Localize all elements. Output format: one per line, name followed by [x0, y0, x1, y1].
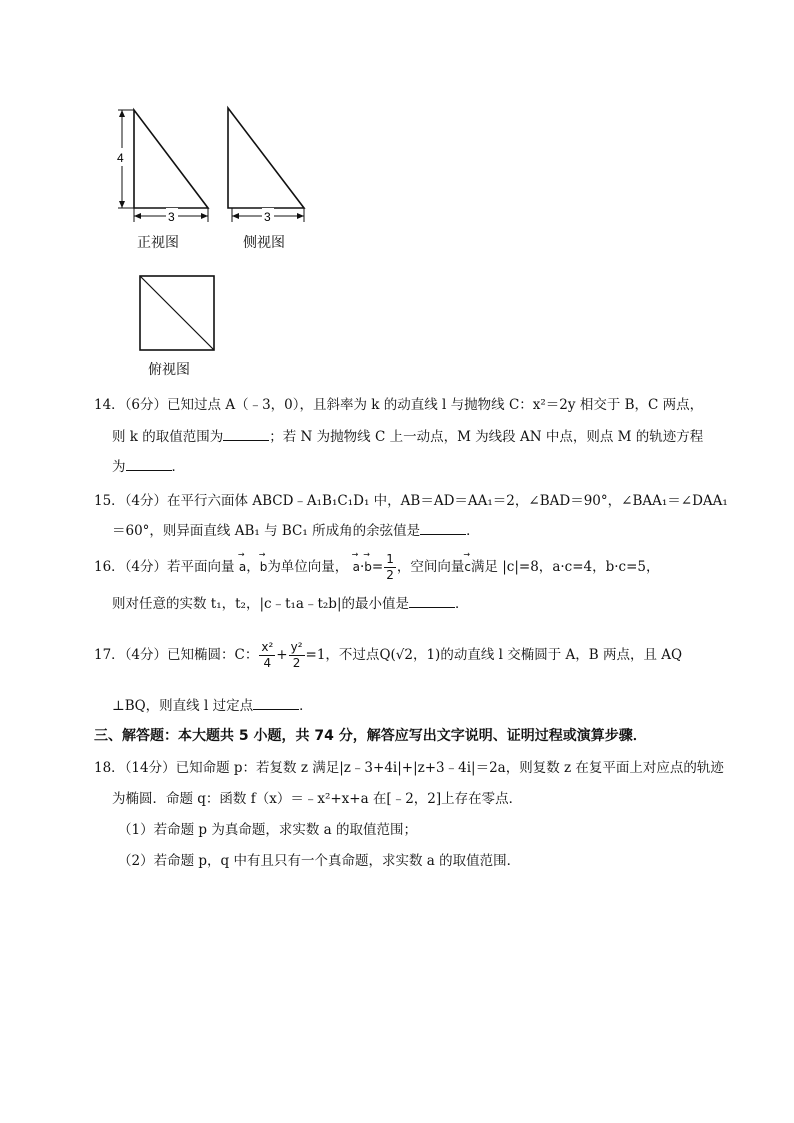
q18-sub2-text: （2）若命题 p，q 中有且只有一个真命题，求实数 a 的取值范围． [118, 853, 521, 869]
q17-fraction-x: $\frac{\text{x²}}{4}$ [261, 640, 274, 670]
side-width-label: 3 [264, 210, 271, 224]
q17-text2b: ． [299, 698, 313, 714]
q16-text2a: 则对任意的实数 t₁，t₂， [112, 596, 260, 612]
q16-text1d: 满足 [470, 559, 498, 575]
front-view-caption: 正视图 [137, 235, 179, 251]
vector-b: → b [260, 560, 268, 574]
q17-fraction-y: $\frac{\text{y²}}{2}$ [290, 640, 303, 670]
q17-eq: =1，不过点 [305, 647, 380, 663]
q16-expression: |c﹣t₁a﹣t₂b| [259, 596, 342, 612]
front-width-label: 3 [168, 210, 175, 224]
side-view-figure [222, 104, 322, 224]
q14-blank1[interactable] [223, 428, 269, 441]
front-view-figure [112, 104, 222, 224]
q17-plus: + [276, 647, 288, 663]
q16-number: 16． [94, 559, 125, 575]
q14-number: 14． [94, 397, 125, 413]
q15-line1 [94, 489, 728, 509]
q14-line1 [94, 393, 703, 413]
q17-line1 [94, 640, 682, 671]
q14-line3 [112, 455, 185, 475]
q15-text2b: ． [466, 523, 480, 539]
q15-number: 15． [94, 493, 125, 509]
q16-text1a: 若平面向量 [167, 559, 235, 575]
q18-line1 [94, 756, 724, 776]
q16-cond3: b·c=5， [605, 559, 660, 575]
q18-sub1 [118, 818, 417, 838]
q16-text1c: ，空间向量 [396, 559, 465, 575]
vector-a-dot: → a [353, 560, 360, 574]
top-view-caption: 俯视图 [148, 362, 190, 378]
q17-number: 17． [94, 647, 125, 663]
q16-text2c: ． [455, 596, 469, 612]
front-view-triangle [134, 110, 208, 208]
q18-sub1-text: （1）若命题 p 为真命题，求实数 a 的取值范围； [118, 822, 417, 838]
q14-text3b: ． [171, 459, 185, 475]
q16-line1: 16．（4分）若平面向量 → a，→ b为单位向量， → a·→ b= $\frac{1}{2}$ ，空间向量→ c满足 |c|=8，a·c=4，b·c=5， [94, 552, 660, 583]
q16-line2 [112, 592, 469, 612]
q16-text2b: 的最小值是 [341, 596, 409, 612]
q15-text2a: ＝60°，则异面直线 AB₁ 与 BC₁ 所成角的余弦值是 [112, 523, 421, 539]
q14-blank2[interactable] [126, 458, 172, 471]
q14-text1: 已知过点 A（﹣3，0），且斜率为 k 的动直线 l 与抛物线 C：x²＝2y 相交于 B，C 两点， [167, 397, 704, 413]
q15-text1: 在平行六面体 ABCD﹣A₁B₁C₁D₁ 中，AB＝AD＝AA₁＝2，∠BAD＝90°，∠BAA₁＝∠DAA₁ [167, 493, 728, 509]
vector-a: → a [239, 560, 246, 574]
q14-line2 [112, 425, 703, 445]
top-view-figure [136, 272, 220, 356]
q18-sub2 [118, 849, 520, 869]
q16-score: （4分） [124, 559, 168, 575]
q14-text2b: ；若 N 为抛物线 C 上一动点，M 为线段 AN 中点，则点 M 的轨迹方程 [269, 429, 704, 445]
q16-fraction: $\frac{1}{2}$ [386, 552, 394, 582]
q18-number: 18． [94, 760, 125, 776]
q17-text1a: 已知椭圆：C： [167, 647, 259, 663]
q16-cond2: a·c=4， [552, 559, 606, 575]
q16-blank[interactable] [409, 595, 455, 608]
q17-text1b: 的动直线 l 交椭圆于 A，B 两点，且 AQ [440, 647, 683, 663]
q14-text3a: 为 [112, 459, 126, 475]
side-view-caption: 侧视图 [243, 235, 285, 251]
q15-line2 [112, 519, 480, 539]
q14-text2a: 则 k 的取值范围为 [112, 429, 224, 445]
q17-point: Q(√2，1) [379, 647, 441, 663]
q15-blank[interactable] [420, 522, 466, 535]
top-view-diagonal [140, 276, 214, 350]
q18-text2: 为椭圆．命题 q：函数 f（x）＝﹣x²+x+a 在[﹣2，2]上存在零点． [112, 791, 523, 807]
q17-blank[interactable] [253, 697, 299, 710]
height-label: 4 [117, 151, 124, 165]
side-view-triangle [228, 108, 304, 208]
q17-line2 [112, 694, 313, 714]
q17-text2a: ⊥BQ，则直线 l 过定点 [112, 698, 254, 714]
q16-text1b: 为单位向量， [267, 559, 349, 575]
q17-score: （4分） [124, 647, 168, 663]
q18-line2 [112, 787, 522, 807]
vector-c: → c [464, 560, 471, 574]
q18-text1: 已知命题 p：若复数 z 满足|z﹣3+4i|+|z+3﹣4i|＝2a，则复数 z 在复平面上对应点的轨迹 [175, 760, 724, 776]
q16-cond1: |c|=8， [502, 559, 553, 575]
section3-heading: 三、解答题：本大题共 5 小题，共 74 分，解答应写出文字说明、证明过程或演算步骤． [94, 728, 647, 744]
q14-score: （6分） [124, 397, 168, 413]
vector-b-dot: → b [364, 560, 372, 574]
q18-score: （14分） [124, 760, 176, 776]
q15-score: （4分） [124, 493, 168, 509]
